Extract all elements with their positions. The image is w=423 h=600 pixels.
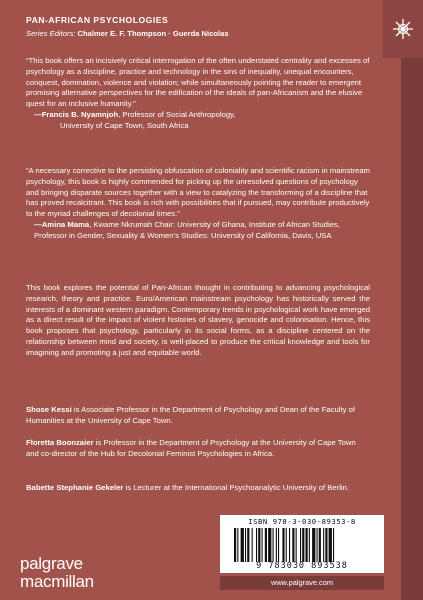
quote-attribution — [26, 220, 370, 242]
author-bio — [26, 405, 370, 427]
isbn-number: ISBN 978-3-030-89353-8 — [248, 517, 356, 526]
series-editors-label: Series Editors: — [26, 29, 76, 38]
series-header — [26, 15, 386, 39]
barcode-digits: 9 783030 893538 — [256, 561, 348, 571]
quote-text: “This book offers an incisively critical interrogation of the often understated centrality and excesses of psychology as a discipline, practice and technology in the sins of inequality, unequal encounters, conquest, domination, violence and violation; while simultaneously pointing the reader to emergent promising alternative perspectives for the edification of the ideals of pan-Africanism and the elusive quest for an inclusive humanity.” — [26, 56, 370, 109]
quote-text: “A necessary corrective to the persisting obfuscation of coloniality and scientific racism in mainstream psychology, this book is highly commended for picking up the unresolved questions of psychology and bringing disparate sources together with a view to catalyzing the transforming of a discipline that has proved recalcitrant. This book is rich with possibilities that if pursued, may contribute productively to the myriad challenges of decolonial times.” — [26, 166, 370, 219]
author-bio-text: is Lecturer at the International Psychoanalytic University of Berlin. — [123, 483, 350, 492]
spine-edge — [401, 0, 423, 600]
quote-author: —Amina Mama — [34, 219, 90, 229]
author-name: Shose Kessi — [26, 405, 72, 414]
publisher-logo — [20, 555, 94, 591]
author-bio-text: is Professor in the Department of Psychology at the University of Cape Town and co-director of the Hub for Decolonial Feminist Psychologies in Africa. — [26, 438, 356, 458]
barcode-bars — [234, 528, 370, 562]
springer-network-logo-icon — [383, 0, 423, 58]
publisher-name-line2: macmillan — [20, 572, 94, 591]
publisher-name-line1: palgrave — [20, 554, 83, 573]
quote-attribution — [26, 110, 370, 121]
author-bio — [26, 438, 370, 460]
quote-author-role: , Professor of Social Anthropology, — [118, 109, 236, 119]
quote-author: —Francis B. Nyamnjoh — [34, 109, 119, 119]
publisher-url: www.palgrave.com — [220, 576, 384, 590]
author-bio-text: is Associate Professor in the Department of Psychology and Dean of the Faculty of Humanities at the University of Cape Town. — [26, 405, 356, 425]
series-editors-names: Chalmer E. F. Thompson · Guerda Nicolas — [77, 29, 229, 38]
endorsement-quote-1 — [26, 56, 370, 132]
quote-author-affiliation: University of Cape Town, South Africa — [60, 120, 189, 130]
author-name: Floretta Boonzaier — [26, 438, 94, 447]
author-name: Babette Stephanie Gekeler — [26, 483, 124, 492]
isbn-barcode — [220, 515, 384, 573]
quote-author-role: , Kwame Nkrumah Chair: University of Ghana, Institute of African Studies, Professor in Gender, Sexuality & Women’s Studies: University of California, Davis, USA — [34, 219, 340, 240]
book-description: This book explores the potential of Pan-African thought in contributing to advancing psychological research, theory and practice. Euro/American mainstream psychology has historically served the interests of a dominant western paradigm. Contemporary trends in psychological work have emerged as a direct result of the impact of violent histories of slavery, genocide and colonisation. Hence, this book proposes that psychology, particularly in its social forms, as a discipline centered on the relationship between mind and society, is well-placed to produce the critical knowledge and tools for imagining and promoting a just and equitable world. — [26, 283, 370, 357]
endorsement-quote-2 — [26, 166, 370, 242]
series-editors — [26, 28, 386, 39]
author-bio — [26, 483, 370, 494]
series-title: PAN-AFRICAN PSYCHOLOGIES — [26, 15, 169, 25]
